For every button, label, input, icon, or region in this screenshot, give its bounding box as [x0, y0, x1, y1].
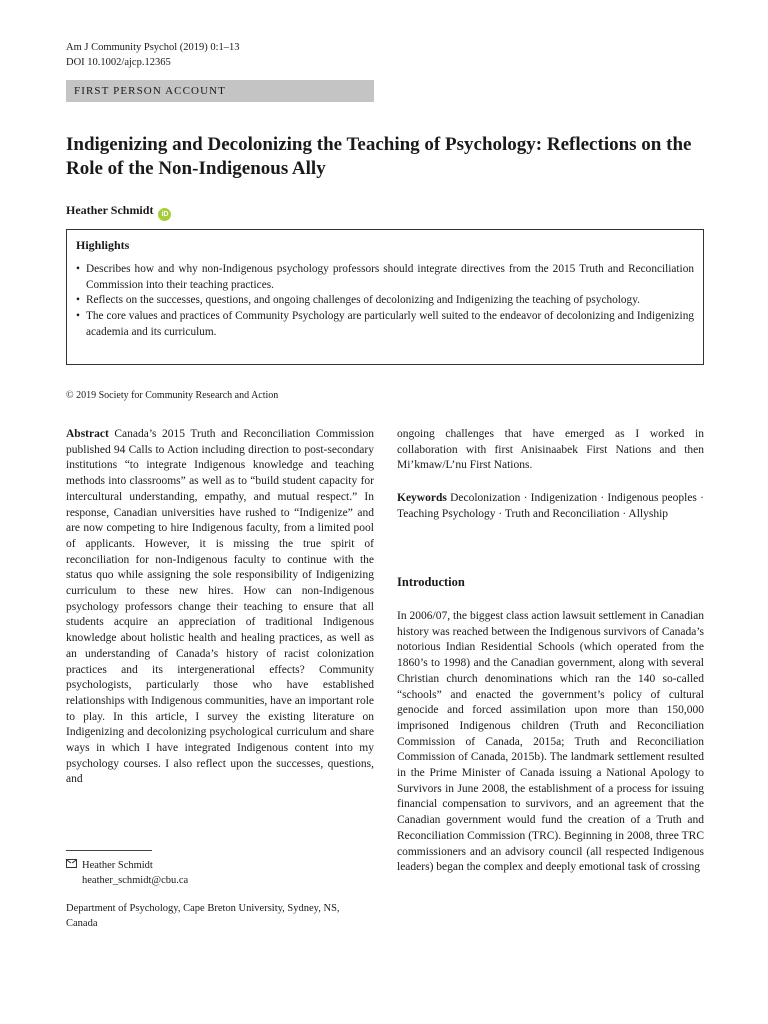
- journal-line: Am J Community Psychol (2019) 0:1–13: [66, 42, 240, 53]
- abstract-paragraph: [66, 427, 374, 788]
- keywords-paragraph: [397, 491, 704, 522]
- author-name[interactable]: Heather Schmidt: [66, 203, 154, 217]
- highlight-item: [76, 309, 694, 341]
- introduction-column: [397, 609, 704, 876]
- abstract-column: [66, 427, 374, 788]
- orcid-icon[interactable]: iD: [158, 208, 171, 221]
- highlights-heading: Highlights: [76, 238, 130, 252]
- correspondence-email[interactable]: heather_schmidt@cbu.ca: [82, 874, 189, 886]
- highlight-text: Describes how and why non-Indigenous psychology professors should integrate directives from the 2015 Truth and Reconciliation Commission into their teaching practices.: [86, 262, 694, 291]
- abstract-label: Abstract: [66, 428, 109, 440]
- abstract-continuation-text: ongoing challenges that have emerged as I worked in collaboration with first Anisinaabek First Nations and then Mi’kmaw/L’nu First Nations.: [397, 428, 704, 472]
- correspondence-name: Heather Schmidt: [82, 860, 153, 871]
- highlights-box: [66, 229, 704, 365]
- abstract-continuation: [397, 427, 704, 474]
- highlight-text: Reflects on the successes, questions, and ongoing challenges of decolonizing and Indigenizing the teaching of psychology.: [86, 294, 640, 307]
- envelope-icon: [66, 859, 77, 868]
- bullet-icon: •: [76, 294, 80, 307]
- bullet-icon: •: [76, 262, 80, 275]
- keywords-block: [397, 491, 704, 522]
- journal-citation: [66, 40, 240, 70]
- author-line: [66, 202, 171, 221]
- article-type-banner: FIRST PERSON ACCOUNT: [66, 80, 374, 102]
- copyright-notice: © 2019 Society for Community Research and Action: [66, 390, 279, 401]
- abstract-text: Canada’s 2015 Truth and Reconciliation Commission published 94 Calls to Action including direction to post-secondary institutions “to integrate Indigenous knowledge and teaching methods into classrooms” as well as to “build student capacity for intercultural understanding, empathy, and mutual respect.” In response, Canadian universities have rushed to “Indigenize” and are now competing to hire Indigenous faculty, from a limited pool of applicants. However, it is missing the true spirit of reconciliation for non-Indigenous faculty to continue with the status quo while assigning the sole responsibility of Indigenizing curriculum to these new hires. How can non-Indigenous psychology professors change their teaching to ensure that all students acquire an appreciation of traditional Indigenous knowledge about holistic health and healing practices, as well as an understanding of Canada’s history of racist colonization practices and its intergenerational effects? Community psychologists, particularly those who have established relationships with Indigenous communities, have an important role to play. In this article, I survey the existing literature on Indigenizing and decolonizing psychological curriculum and share ways in which I have integrated Indigenous content into my psychology courses. I also reflect upon the successes, questions, and: [66, 428, 374, 786]
- footnote-divider: [66, 850, 152, 851]
- introduction-text: In 2006/07, the biggest class action lawsuit settlement in Canadian history was reached between the Indigenous survivors of Canada’s notorious Indian Residential Schools (which operated from the 1860’s to 1998) and the Canadian government, along with several Christian church denominations which ran the 140 so-called “schools” and enacted the government’s policy of cultural genocide and forced assimilation upon more than 150,000 imprisoned Indigenous children (Truth and Reconciliation Commission of Canada, 2015a; Truth and Reconciliation Commission of Canada, 2015b). The landmark settlement resulted in the Prime Minister of Canada issuing a National Apology to Survivors in June 2008, the establishment of a process for issuing financial compensation to survivors, and an agreement that the Canadian government would fund the creation of a Truth and Reconciliation Commission (TRC). Beginning in 2008, three TRC commissioners and an advisory council (all respected Indigenous leaders) began the complex and deeply emotional task of crossing: [397, 610, 704, 874]
- highlight-item: [76, 293, 694, 309]
- highlight-item: [76, 262, 694, 294]
- correspondence-block: [66, 859, 188, 888]
- author-affiliation: Department of Psychology, Cape Breton University, Sydney, NS, Canada: [66, 903, 340, 929]
- highlight-text: The core values and practices of Community Psychology are particularly well suited to the endeavor of decolonizing and Indigenizing academia and its curriculum.: [86, 310, 694, 338]
- keywords-text: Decolonization · Indigenization · Indigenous peoples · Teaching Psychology · Truth and Reconciliation · Allyship: [397, 492, 704, 520]
- bullet-icon: •: [76, 310, 80, 323]
- doi-line: DOI 10.1002/ajcp.12365: [66, 57, 171, 68]
- article-title: Indigenizing and Decolonizing the Teaching of Psychology: Reflections on the Role of the Non-Indigenous Ally: [66, 134, 692, 179]
- introduction-heading: Introduction: [397, 575, 465, 589]
- keywords-label: Keywords: [397, 492, 447, 504]
